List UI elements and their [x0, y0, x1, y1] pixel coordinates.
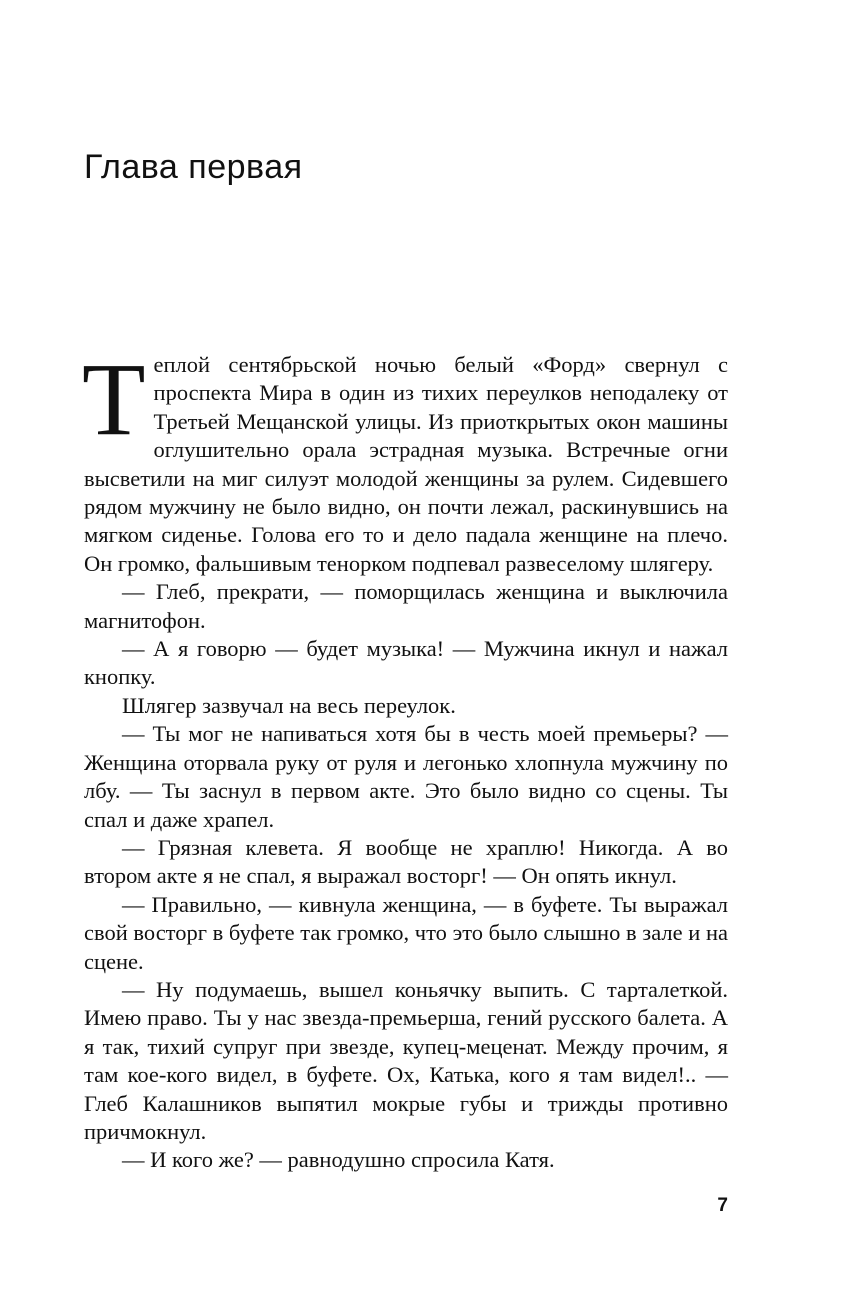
- paragraph: — Правильно, — кивнула женщина, — в буфете. Ты выражал свой восторг в буфете так громко, что это было слышно в зале и на сцене.: [84, 891, 728, 974]
- paragraph-1-text: еплой сентябрьской ночью белый «Форд» свернул с проспекта Мира в один из тихих переулков неподалеку от Третьей Мещанской улицы. Из приоткрытых окон машины оглушительно орала эстрадная музыка. Встречные огни высветили на миг силуэт молодой женщины за рулем. Сидевшего рядом мужчину не было видно, он почти лежал, раскинувшись на мягком сиденье. Голова его то и дело падала женщине на плечо. Он громко, фальшивым тенорком подпевал развеселому шлягеру.: [84, 352, 728, 576]
- chapter-title: Глава первая: [84, 148, 303, 186]
- paragraph: — И кого же? — равнодушно спросила Катя.: [122, 1147, 555, 1173]
- body-text: [82, 342, 728, 1175]
- paragraph: — Глеб, прекрати, — поморщилась женщина и выключила магнитофон.: [84, 579, 728, 633]
- paragraph: — Ты мог не напиваться хотя бы в честь моей премьеры? — Женщина оторвала руку от руля и легонько хлопнула мужчину по лбу. — Ты заснул в первом акте. Это было видно со сцены. Ты спал и даже храпел.: [84, 721, 728, 832]
- paragraph: — Ну подумаешь, вышел коньячку выпить. С тарталеткой. Имею право. Ты у нас звезда-премьерша, гений русского балета. А я так, тихий супруг при звезде, купец-меценат. Между прочим, я там кое-кого видел, в буфете. Ох, Катька, кого я там видел!.. — Глеб Калашников выпятил мокрые губы и трижды противно причмокнул.: [84, 976, 728, 1144]
- paragraph: — Грязная клевета. Я вообще не храплю! Никогда. А во втором акте я не спал, я выражал восторг! — Он опять икнул.: [84, 834, 728, 889]
- paragraph-1: [82, 342, 728, 578]
- paragraph: — А я говорю — будет музыка! — Мужчина икнул и нажал кнопку.: [84, 636, 728, 690]
- paragraph: Шлягер зазвучал на весь переулок.: [122, 692, 456, 718]
- drop-cap: Т: [82, 342, 146, 457]
- page-number: 7: [717, 1195, 728, 1216]
